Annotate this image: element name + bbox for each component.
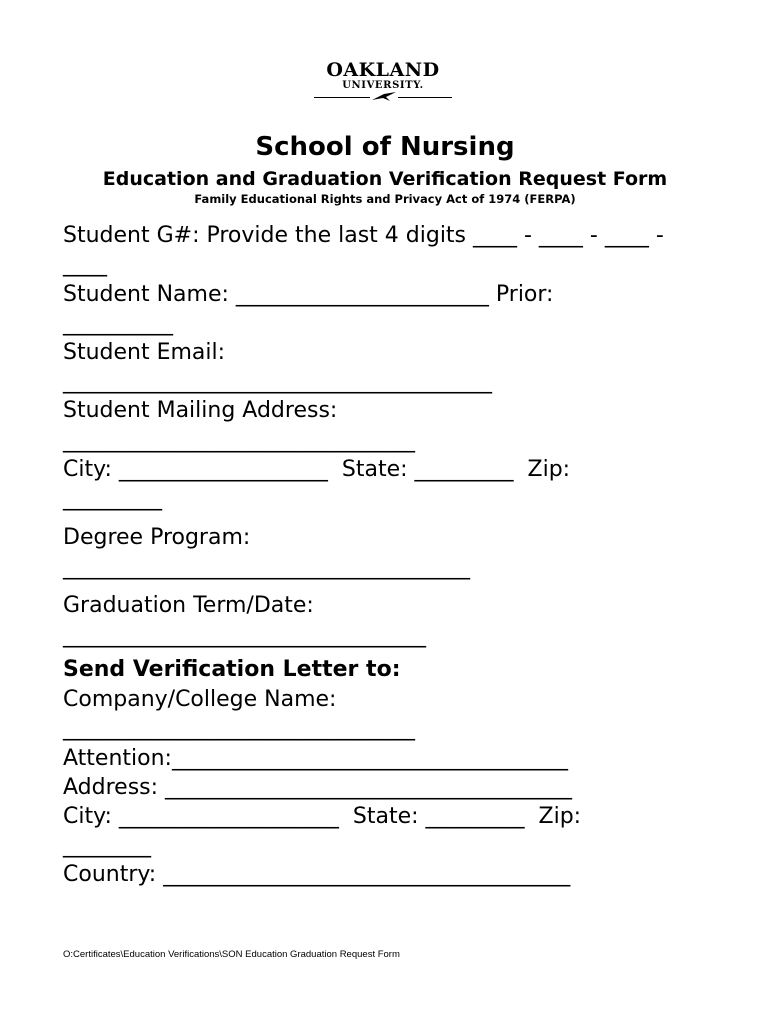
university-logo	[314, 60, 452, 102]
attention-field[interactable]: Attention:____________________________________	[63, 746, 568, 771]
ferpa-note: Family Educational Rights and Privacy Act of 1974 (FERPA)	[194, 192, 576, 206]
prior-name-line[interactable]: __________	[63, 311, 173, 336]
logo-text-line1: OAKLAND	[326, 59, 440, 81]
hawk-icon	[370, 90, 398, 102]
recipient-city-state-zip-field[interactable]: City: ____________________ State: _________ Zip:	[63, 804, 582, 829]
recipient-zip-line[interactable]: ________	[63, 833, 151, 858]
company-name-label: Company/College Name:	[63, 687, 337, 712]
file-path-footer: O:Certificates\Education Verifications\SON Education Graduation Request Form	[63, 949, 400, 960]
mailing-address-label: Student Mailing Address:	[63, 398, 338, 423]
student-email-line[interactable]: _______________________________________	[63, 369, 492, 394]
country-field[interactable]: Country: _____________________________________	[63, 862, 571, 887]
student-g-number-field[interactable]: Student G#: Provide the last 4 digits ____ - ____ - ____ -	[63, 223, 664, 248]
student-email-label: Student Email:	[63, 340, 226, 365]
company-name-line[interactable]: ________________________________	[63, 716, 415, 741]
student-g-number-continuation[interactable]: ____	[63, 252, 107, 277]
degree-program-label: Degree Program:	[63, 525, 251, 550]
degree-program-line[interactable]: _____________________________________	[63, 555, 470, 580]
logo-text-line2: UNIVERSITY.	[342, 80, 424, 91]
recipient-address-field[interactable]: Address: _____________________________________	[63, 775, 573, 800]
mailing-address-line[interactable]: ________________________________	[63, 428, 415, 453]
form-subtitle: Education and Graduation Verification Request Form	[102, 168, 668, 190]
graduation-date-label: Graduation Term/Date:	[63, 593, 314, 618]
graduation-date-line[interactable]: _________________________________	[63, 623, 426, 648]
page-title: School of Nursing	[255, 132, 515, 162]
student-name-field[interactable]: Student Name: _______________________ Prior:	[63, 282, 554, 307]
student-city-state-zip-field[interactable]: City: ___________________ State: _________ Zip:	[63, 457, 571, 482]
student-zip-line[interactable]: _________	[63, 486, 162, 511]
send-verification-heading: Send Verification Letter to:	[63, 657, 401, 682]
